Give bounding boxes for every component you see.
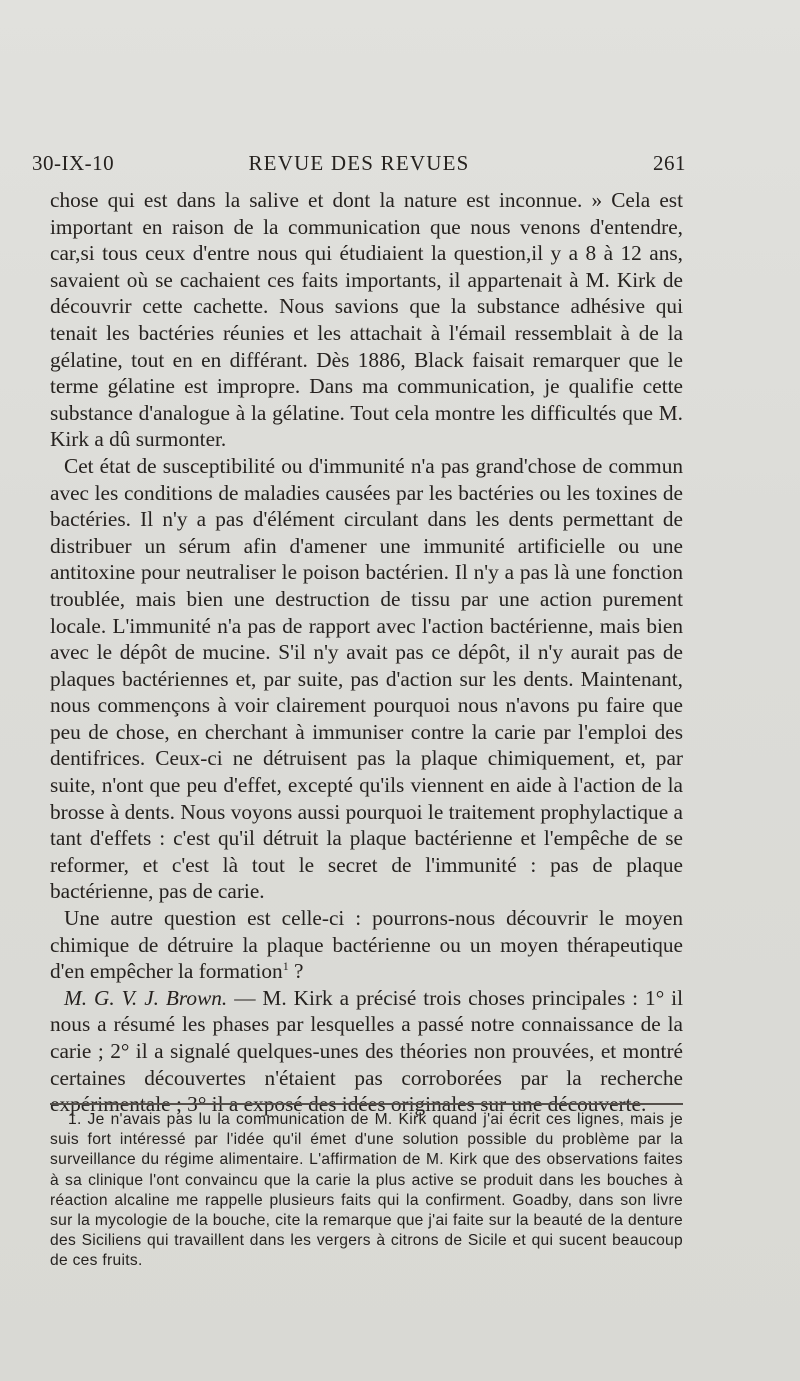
question-mark: ? (288, 959, 304, 984)
speaker-name: M. G. V. J. Brown. (64, 985, 228, 1010)
paragraph-question (50, 905, 683, 985)
footnote-divider (50, 1103, 683, 1105)
paragraph-brown (50, 985, 683, 1118)
brown-remarks: — M. Kirk a précisé trois choses principales : 1° il nous a résumé les phases par lesquelles a passé notre connaissance de la carie ; 2° il a signalé quelques-unes des théories non prouvées, et montré certaines découvertes n'étaient pas corroborées par la recherche expérimentale ; 3° il a exposé des idées originales sur une découverte. (50, 985, 683, 1117)
footnote-reference: 1 (282, 959, 289, 974)
page-number: 261 (653, 151, 686, 175)
question-text: Une autre question est celle-ci : pourrons-nous découvrir le moyen chimique de détruire la plaque bactérienne ou un moyen thérapeutique d'en empêcher la formation (50, 906, 683, 984)
header-date: 30-IX-10 (32, 151, 115, 175)
paragraph-continuation: chose qui est dans la salive et dont la nature est inconnue. » Cela est important en raison de la communication que nous venons d'entendre, car,si tous ceux d'entre nous qui étudiaient la question,il y a 8 à 12 ans, savaient où se cachaient ces faits importants, il appartenait à M. Kirk de découvrir cette cachette. Nous savions que la substance adhésive qui tenait les bactéries réunies et les attachait à l'émail ressemblait à de la gélatine, tout en en différant. Dès 1886, Black faisait remarquer que le terme gélatine est impropre. Dans ma communication, je qualifie cette substance d'analogue à la gélatine. Tout cela montre les difficultés que M. Kirk a dû surmonter. (50, 188, 683, 452)
footnote-text: 1. Je n'avais pas lu la communication de M. Kirk quand j'ai écrit ces lignes, mais je suis fort intéressé par l'idée qu'il émet d'une solution possible du problème par la surveillance du régime alimentaire. L'affirmation de M. Kirk que des observations faites à sa clinique l'ont convaincu que la carie la plus active se produit dans les bouches à réaction alcaline me rappelle plusieurs faits qui la confirment. Goadby, dans son livre sur la mycologie de la bouche, cite la remarque que j'ai faite sur la beauté de la denture des Siciliens qui travaillent dans les vergers à citrons de Sicile et qui sucent beaucoup de ces fruits. (50, 1111, 683, 1270)
footnote (50, 1110, 683, 1272)
header-title: REVUE DES REVUES (248, 151, 470, 175)
paragraph-immunity: Cet état de susceptibilité ou d'immunité n'a pas grand'chose de commun avec les conditions de maladies causées par les bactéries ou les toxines de bactéries. Il n'y a pas d'élément circulant dans les dents permettant de distribuer un sérum afin d'amener une immunité artificielle ou une antitoxine pour neutraliser le poison bactérien. Il n'y a pas là une fonction troublée, mais bien une destruction de tissu par une action purement locale. L'immunité n'a pas de rapport avec l'action bactérienne, mais bien avec le dépôt de mucine. S'il n'y avait pas ce dépôt, il n'y aurait pas de plaques bactériennes et, par suite, pas d'action sur les dents. Maintenant, nous commençons à voir clairement pourquoi nous n'avons pu faire que peu de chose, en cherchant à immuniser contre la carie par l'emploi des dentifrices. Ceux-ci ne détruisent pas la plaque chimiquement, et, par suite, n'ont que peu d'effet, excepté qu'ils viennent en aide à l'action de la brosse à dents. Nous voyons aussi pourquoi le traitement prophylactique a tant d'effets : c'est qu'il détruit la plaque bactérienne et l'empêche de se reformer, et c'est là tout le secret de l'immunité : pas de plaque bactérienne, pas de carie. (50, 453, 683, 904)
main-text (50, 187, 683, 1118)
running-header (32, 151, 686, 179)
